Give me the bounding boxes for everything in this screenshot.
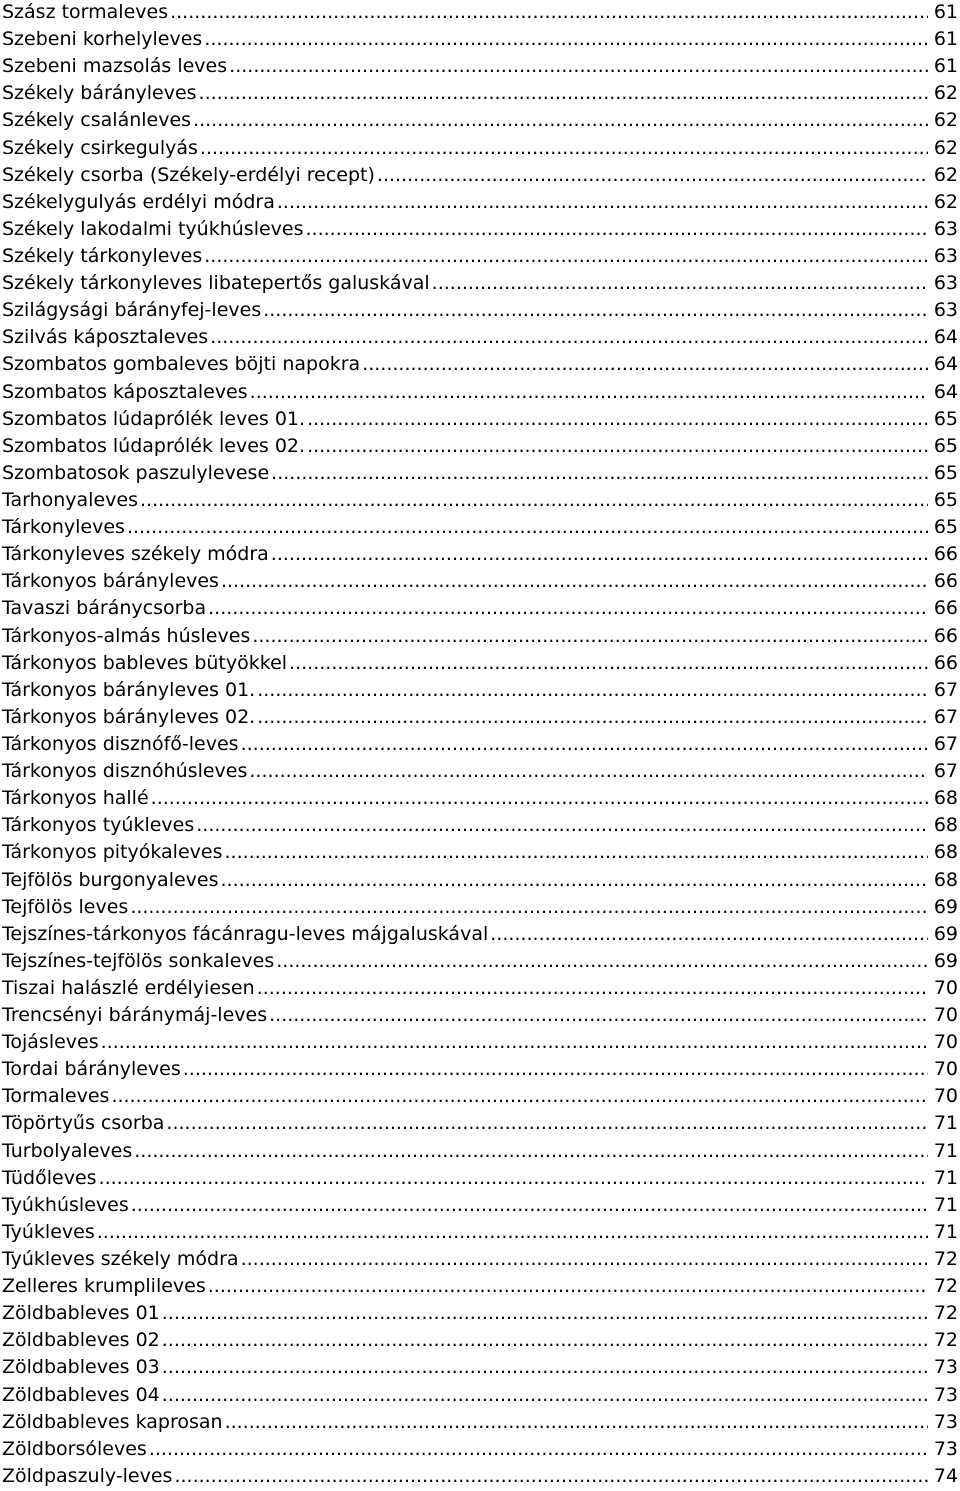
- toc-entry-page-number: 64: [933, 380, 958, 403]
- toc-dot-leader: [241, 1247, 928, 1271]
- toc-entry-title: Tejszínes-tárkonyos fácánragu-leves májgaluskával: [2, 922, 489, 945]
- toc-dot-leader: [432, 271, 928, 295]
- toc-entry-title: Tejszínes-tejfölös sonkaleves: [2, 949, 275, 972]
- toc-entry[interactable]: [0, 1437, 960, 1464]
- toc-dot-leader: [229, 54, 928, 78]
- toc-entry-title: Tavaszi báránycsorba: [2, 597, 207, 620]
- toc-entry-title: Tárkonyos bárányleves 02.: [2, 705, 256, 728]
- toc-entry-page-number: 73: [933, 1410, 958, 1433]
- toc-entry[interactable]: [0, 922, 960, 949]
- toc-entry-page-number: 64: [933, 326, 958, 349]
- toc-dot-leader: [193, 108, 928, 132]
- toc-entry-title: Szász tormaleves: [2, 1, 169, 23]
- toc-dot-leader: [377, 163, 928, 187]
- toc-entry-page-number: 67: [933, 678, 958, 701]
- toc-entry[interactable]: [0, 0, 960, 27]
- toc-entry[interactable]: [0, 1220, 960, 1247]
- toc-entry-page-number: 71: [933, 1193, 958, 1216]
- toc-entry-title: Zöldbableves 03: [2, 1356, 160, 1379]
- toc-entry-page-number: 68: [933, 868, 958, 891]
- toc-entry-title: Tejfölös burgonyaleves: [2, 868, 219, 891]
- toc-entry-page-number: 61: [933, 1, 958, 23]
- toc-entry-title: Tojásleves: [2, 1031, 99, 1054]
- toc-dot-leader: [271, 461, 928, 485]
- toc-entry-page-number: 68: [933, 787, 958, 810]
- toc-entry[interactable]: [0, 298, 960, 325]
- toc-dot-leader: [183, 1057, 928, 1081]
- toc-entry-title: Tarhonyaleves: [2, 488, 138, 511]
- toc-dot-leader: [225, 1410, 928, 1434]
- toc-entry[interactable]: [0, 190, 960, 217]
- toc-entry-title: Tormaleves: [2, 1085, 110, 1108]
- toc-dot-leader: [134, 1139, 928, 1163]
- toc-entry[interactable]: [0, 1383, 960, 1410]
- toc-entry[interactable]: [0, 488, 960, 515]
- toc-entry-page-number: 70: [933, 1004, 958, 1027]
- toc-entry-title: Tárkonyos pityókaleves: [2, 841, 223, 864]
- toc-entry-page-number: 65: [933, 461, 958, 484]
- toc-entry[interactable]: [0, 217, 960, 244]
- toc-entry-title: Zelleres krumplileves: [2, 1275, 206, 1298]
- toc-entry[interactable]: [0, 1328, 960, 1355]
- toc-dot-leader: [225, 840, 928, 864]
- toc-entry[interactable]: [0, 868, 960, 895]
- toc-dot-leader: [99, 1166, 928, 1190]
- toc-entry[interactable]: [0, 1084, 960, 1111]
- toc-entry-title: Székely tárkonyleves libatepertős galuskával: [2, 272, 430, 295]
- toc-entry[interactable]: [0, 325, 960, 352]
- toc-entry[interactable]: [0, 1111, 960, 1138]
- toc-dot-leader: [249, 759, 927, 783]
- toc-entry-page-number: 62: [933, 190, 958, 213]
- toc-entry-title: Tárkonyos-almás húsleves: [2, 624, 251, 647]
- toc-dot-leader: [140, 488, 928, 512]
- toc-entry-page-number: 74: [933, 1464, 958, 1487]
- toc-dot-leader: [257, 976, 928, 1000]
- toc-entry[interactable]: [0, 624, 960, 651]
- toc-dot-leader: [162, 1301, 928, 1325]
- toc-entry[interactable]: [0, 759, 960, 786]
- toc-dot-leader: [276, 949, 928, 973]
- toc-dot-leader: [204, 244, 928, 268]
- toc-entry-page-number: 70: [933, 1085, 958, 1108]
- toc-entry-title: Székely csirkegulyás: [2, 136, 198, 159]
- toc-dot-leader: [221, 868, 928, 892]
- toc-entry[interactable]: [0, 27, 960, 54]
- toc-entry-title: Zöldpaszuly-leves: [2, 1464, 173, 1487]
- toc-dot-leader: [208, 1274, 928, 1298]
- toc-entry[interactable]: [0, 81, 960, 108]
- toc-entry[interactable]: [0, 596, 960, 623]
- toc-entry[interactable]: [0, 840, 960, 867]
- toc-entry-title: Tyúkleves: [2, 1220, 95, 1243]
- toc-entry-title: Tárkonyos bárányleves 01.: [2, 678, 256, 701]
- toc-entry-title: Szombatosok paszulylevese: [2, 461, 270, 484]
- toc-dot-leader: [111, 1084, 927, 1108]
- toc-entry-title: Szebeni mazsolás leves: [2, 55, 228, 78]
- toc-dot-leader: [170, 0, 928, 24]
- toc-entry-page-number: 69: [933, 922, 958, 945]
- toc-entry-page-number: 68: [933, 814, 958, 837]
- toc-entry-page-number: 66: [933, 543, 958, 566]
- toc-entry[interactable]: [0, 813, 960, 840]
- toc-dot-leader: [210, 325, 928, 349]
- toc-entry-title: Turbolyaleves: [2, 1139, 133, 1162]
- toc-dot-leader: [252, 624, 927, 648]
- toc-entry[interactable]: [0, 1410, 960, 1437]
- toc-entry-title: Tárkonyos tyúkleves: [2, 814, 195, 837]
- toc-dot-leader: [241, 732, 928, 756]
- toc-entry-page-number: 62: [933, 136, 958, 159]
- toc-entry[interactable]: [0, 380, 960, 407]
- toc-entry-title: Tárkonyos disznófő-leves: [2, 732, 239, 755]
- toc-dot-leader: [162, 1383, 928, 1407]
- toc-entry-page-number: 69: [933, 949, 958, 972]
- toc-entry[interactable]: [0, 1301, 960, 1328]
- toc-dot-leader: [257, 678, 928, 702]
- toc-entry[interactable]: [0, 136, 960, 163]
- toc-entry-title: Szombatos káposztaleves: [2, 380, 248, 403]
- toc-entry[interactable]: [0, 461, 960, 488]
- toc-entry-page-number: 72: [933, 1275, 958, 1298]
- toc-entry-page-number: 70: [933, 1031, 958, 1054]
- toc-entry[interactable]: [0, 434, 960, 461]
- toc-entry-page-number: 63: [933, 299, 958, 322]
- toc-entry[interactable]: [0, 407, 960, 434]
- toc-entry-title: Szilvás káposztaleves: [2, 326, 209, 349]
- toc-entry[interactable]: [0, 786, 960, 813]
- toc-entry-page-number: 69: [933, 895, 958, 918]
- toc-entry-title: Székely tárkonyleves: [2, 244, 203, 267]
- toc-entry-page-number: 72: [933, 1329, 958, 1352]
- toc-entry-page-number: 71: [933, 1139, 958, 1162]
- toc-entry-page-number: 65: [933, 434, 958, 457]
- toc-entry-page-number: 63: [933, 217, 958, 240]
- toc-entry-title: Zöldborsóleves: [2, 1437, 147, 1460]
- toc-dot-leader: [127, 515, 928, 539]
- toc-entry-title: Szebeni korhelyleves: [2, 28, 203, 51]
- toc-dot-leader: [149, 1437, 928, 1461]
- toc-entry-page-number: 73: [933, 1383, 958, 1406]
- toc-entry-page-number: 70: [933, 976, 958, 999]
- toc-dot-leader: [204, 27, 927, 51]
- toc-entry-title: Töpörtyűs csorba: [2, 1112, 165, 1135]
- toc-dot-leader: [208, 596, 928, 620]
- toc-entry-page-number: 66: [933, 651, 958, 674]
- toc-entry-title: Tejfölös leves: [2, 895, 129, 918]
- toc-entry[interactable]: [0, 515, 960, 542]
- toc-dot-leader: [277, 190, 928, 214]
- toc-entry-title: Zöldbableves kaprosan: [2, 1410, 223, 1433]
- toc-entry[interactable]: [0, 542, 960, 569]
- toc-entry[interactable]: [0, 678, 960, 705]
- toc-entry-title: Székely bárányleves: [2, 82, 197, 105]
- toc-dot-leader: [307, 434, 928, 458]
- toc-entry-title: Szombatos gombaleves böjti napokra: [2, 353, 361, 376]
- toc-entry[interactable]: [0, 271, 960, 298]
- toc-entry[interactable]: [0, 705, 960, 732]
- toc-entry-page-number: 72: [933, 1302, 958, 1325]
- toc-dot-leader: [257, 705, 928, 729]
- toc-entry-title: Zöldbableves 04: [2, 1383, 160, 1406]
- toc-entry-page-number: 70: [933, 1058, 958, 1081]
- toc-dot-leader: [271, 542, 928, 566]
- toc-entry-title: Székelygulyás erdélyi módra: [2, 190, 275, 213]
- toc-entry[interactable]: [0, 163, 960, 190]
- toc-dot-leader: [306, 217, 928, 241]
- toc-entry-title: Tárkonyleves: [2, 516, 125, 539]
- toc-entry-title: Trencsényi báránymáj-leves: [2, 1004, 268, 1027]
- toc-entry-page-number: 71: [933, 1220, 958, 1243]
- toc-dot-leader: [162, 1355, 928, 1379]
- toc-dot-leader: [200, 136, 928, 160]
- toc-entry-title: Szombatos lúdaprólék leves 02.: [2, 434, 306, 457]
- toc-entry-title: Tárkonyos bableves bütyökkel: [2, 651, 288, 674]
- toc-entry-page-number: 61: [933, 28, 958, 51]
- toc-dot-leader: [289, 651, 928, 675]
- toc-entry-page-number: 62: [933, 82, 958, 105]
- toc-dot-leader: [166, 1111, 927, 1135]
- toc-entry[interactable]: [0, 244, 960, 271]
- toc-entry-page-number: 72: [933, 1248, 958, 1271]
- toc-entry-page-number: 62: [933, 163, 958, 186]
- toc-entry-page-number: 67: [933, 705, 958, 728]
- toc-entry-title: Szilágysági bárányfej-leves: [2, 299, 262, 322]
- toc-entry-title: Tárkonyos bárányleves: [2, 570, 219, 593]
- toc-entry-page-number: 73: [933, 1437, 958, 1460]
- toc-entry[interactable]: [0, 1166, 960, 1193]
- toc-dot-leader: [101, 1030, 928, 1054]
- toc-entry[interactable]: [0, 895, 960, 922]
- toc-entry-page-number: 66: [933, 624, 958, 647]
- toc-entry-page-number: 62: [933, 109, 958, 132]
- toc-dot-leader: [130, 895, 928, 919]
- toc-entry[interactable]: [0, 352, 960, 379]
- toc-dot-leader: [174, 1464, 927, 1488]
- toc-entry-page-number: 66: [933, 570, 958, 593]
- toc-entry[interactable]: [0, 1193, 960, 1220]
- toc-entry-title: Tyúkleves székely módra: [2, 1248, 239, 1271]
- toc-entry-page-number: 63: [933, 244, 958, 267]
- toc-entry-page-number: 68: [933, 841, 958, 864]
- toc-entry-page-number: 71: [933, 1112, 958, 1135]
- toc-dot-leader: [263, 298, 928, 322]
- toc-entry-title: Tárkonyleves székely módra: [2, 543, 269, 566]
- toc-entry[interactable]: [0, 1139, 960, 1166]
- toc-entry-page-number: 73: [933, 1356, 958, 1379]
- toc-entry[interactable]: [0, 54, 960, 81]
- toc-dot-leader: [490, 922, 928, 946]
- toc-dot-leader: [162, 1328, 928, 1352]
- toc-entry-title: Tiszai halászlé erdélyiesen: [2, 976, 255, 999]
- toc-entry-page-number: 63: [933, 272, 958, 295]
- toc-entry-title: Tordai bárányleves: [2, 1058, 181, 1081]
- toc-entry-title: Tárkonyos hallé: [2, 787, 149, 810]
- toc-entry-page-number: 67: [933, 732, 958, 755]
- toc-entry-title: Zöldbableves 01: [2, 1302, 160, 1325]
- toc-dot-leader: [269, 1003, 928, 1027]
- toc-dot-leader: [362, 352, 928, 376]
- toc-entry[interactable]: [0, 1030, 960, 1057]
- toc-dot-leader: [131, 1193, 928, 1217]
- toc-entry-title: Székely csalánleves: [2, 109, 192, 132]
- toc-dot-leader: [307, 407, 928, 431]
- toc-entry-page-number: 65: [933, 516, 958, 539]
- toc-entry-page-number: 65: [933, 488, 958, 511]
- toc-entry-page-number: 67: [933, 760, 958, 783]
- toc-dot-leader: [97, 1220, 928, 1244]
- toc-dot-leader: [250, 380, 928, 404]
- toc-entry[interactable]: [0, 569, 960, 596]
- toc-entry-title: Zöldbableves 02: [2, 1329, 160, 1352]
- toc-entry[interactable]: [0, 732, 960, 759]
- toc-entry[interactable]: [0, 1247, 960, 1274]
- toc-entry-page-number: 64: [933, 353, 958, 376]
- toc-entry[interactable]: [0, 1057, 960, 1084]
- toc-entry[interactable]: [0, 976, 960, 1003]
- toc-entry-title: Székely csorba (Székely-erdélyi recept): [2, 163, 375, 186]
- toc-dot-leader: [221, 569, 928, 593]
- toc-entry-page-number: 65: [933, 407, 958, 430]
- toc-entry[interactable]: [0, 1355, 960, 1382]
- toc-entry-page-number: 71: [933, 1166, 958, 1189]
- toc-dot-leader: [199, 81, 928, 105]
- toc-entry-page-number: 66: [933, 597, 958, 620]
- toc-entry-title: Tárkonyos disznóhúsleves: [2, 760, 248, 783]
- toc-entry-title: Székely lakodalmi tyúkhúsleves: [2, 217, 304, 240]
- toc-dot-leader: [196, 813, 928, 837]
- toc-entry-title: Tyúkhúsleves: [2, 1193, 129, 1216]
- toc-entry[interactable]: [0, 1274, 960, 1301]
- toc-entry[interactable]: [0, 651, 960, 678]
- toc-entry-title: Szombatos lúdaprólék leves 01.: [2, 407, 306, 430]
- toc-entry-page-number: 61: [933, 55, 958, 78]
- toc-entry[interactable]: [0, 108, 960, 135]
- toc-entry[interactable]: [0, 1003, 960, 1030]
- toc-dot-leader: [151, 786, 928, 810]
- toc-entry-title: Tüdőleves: [2, 1166, 97, 1189]
- toc-entry[interactable]: [0, 949, 960, 976]
